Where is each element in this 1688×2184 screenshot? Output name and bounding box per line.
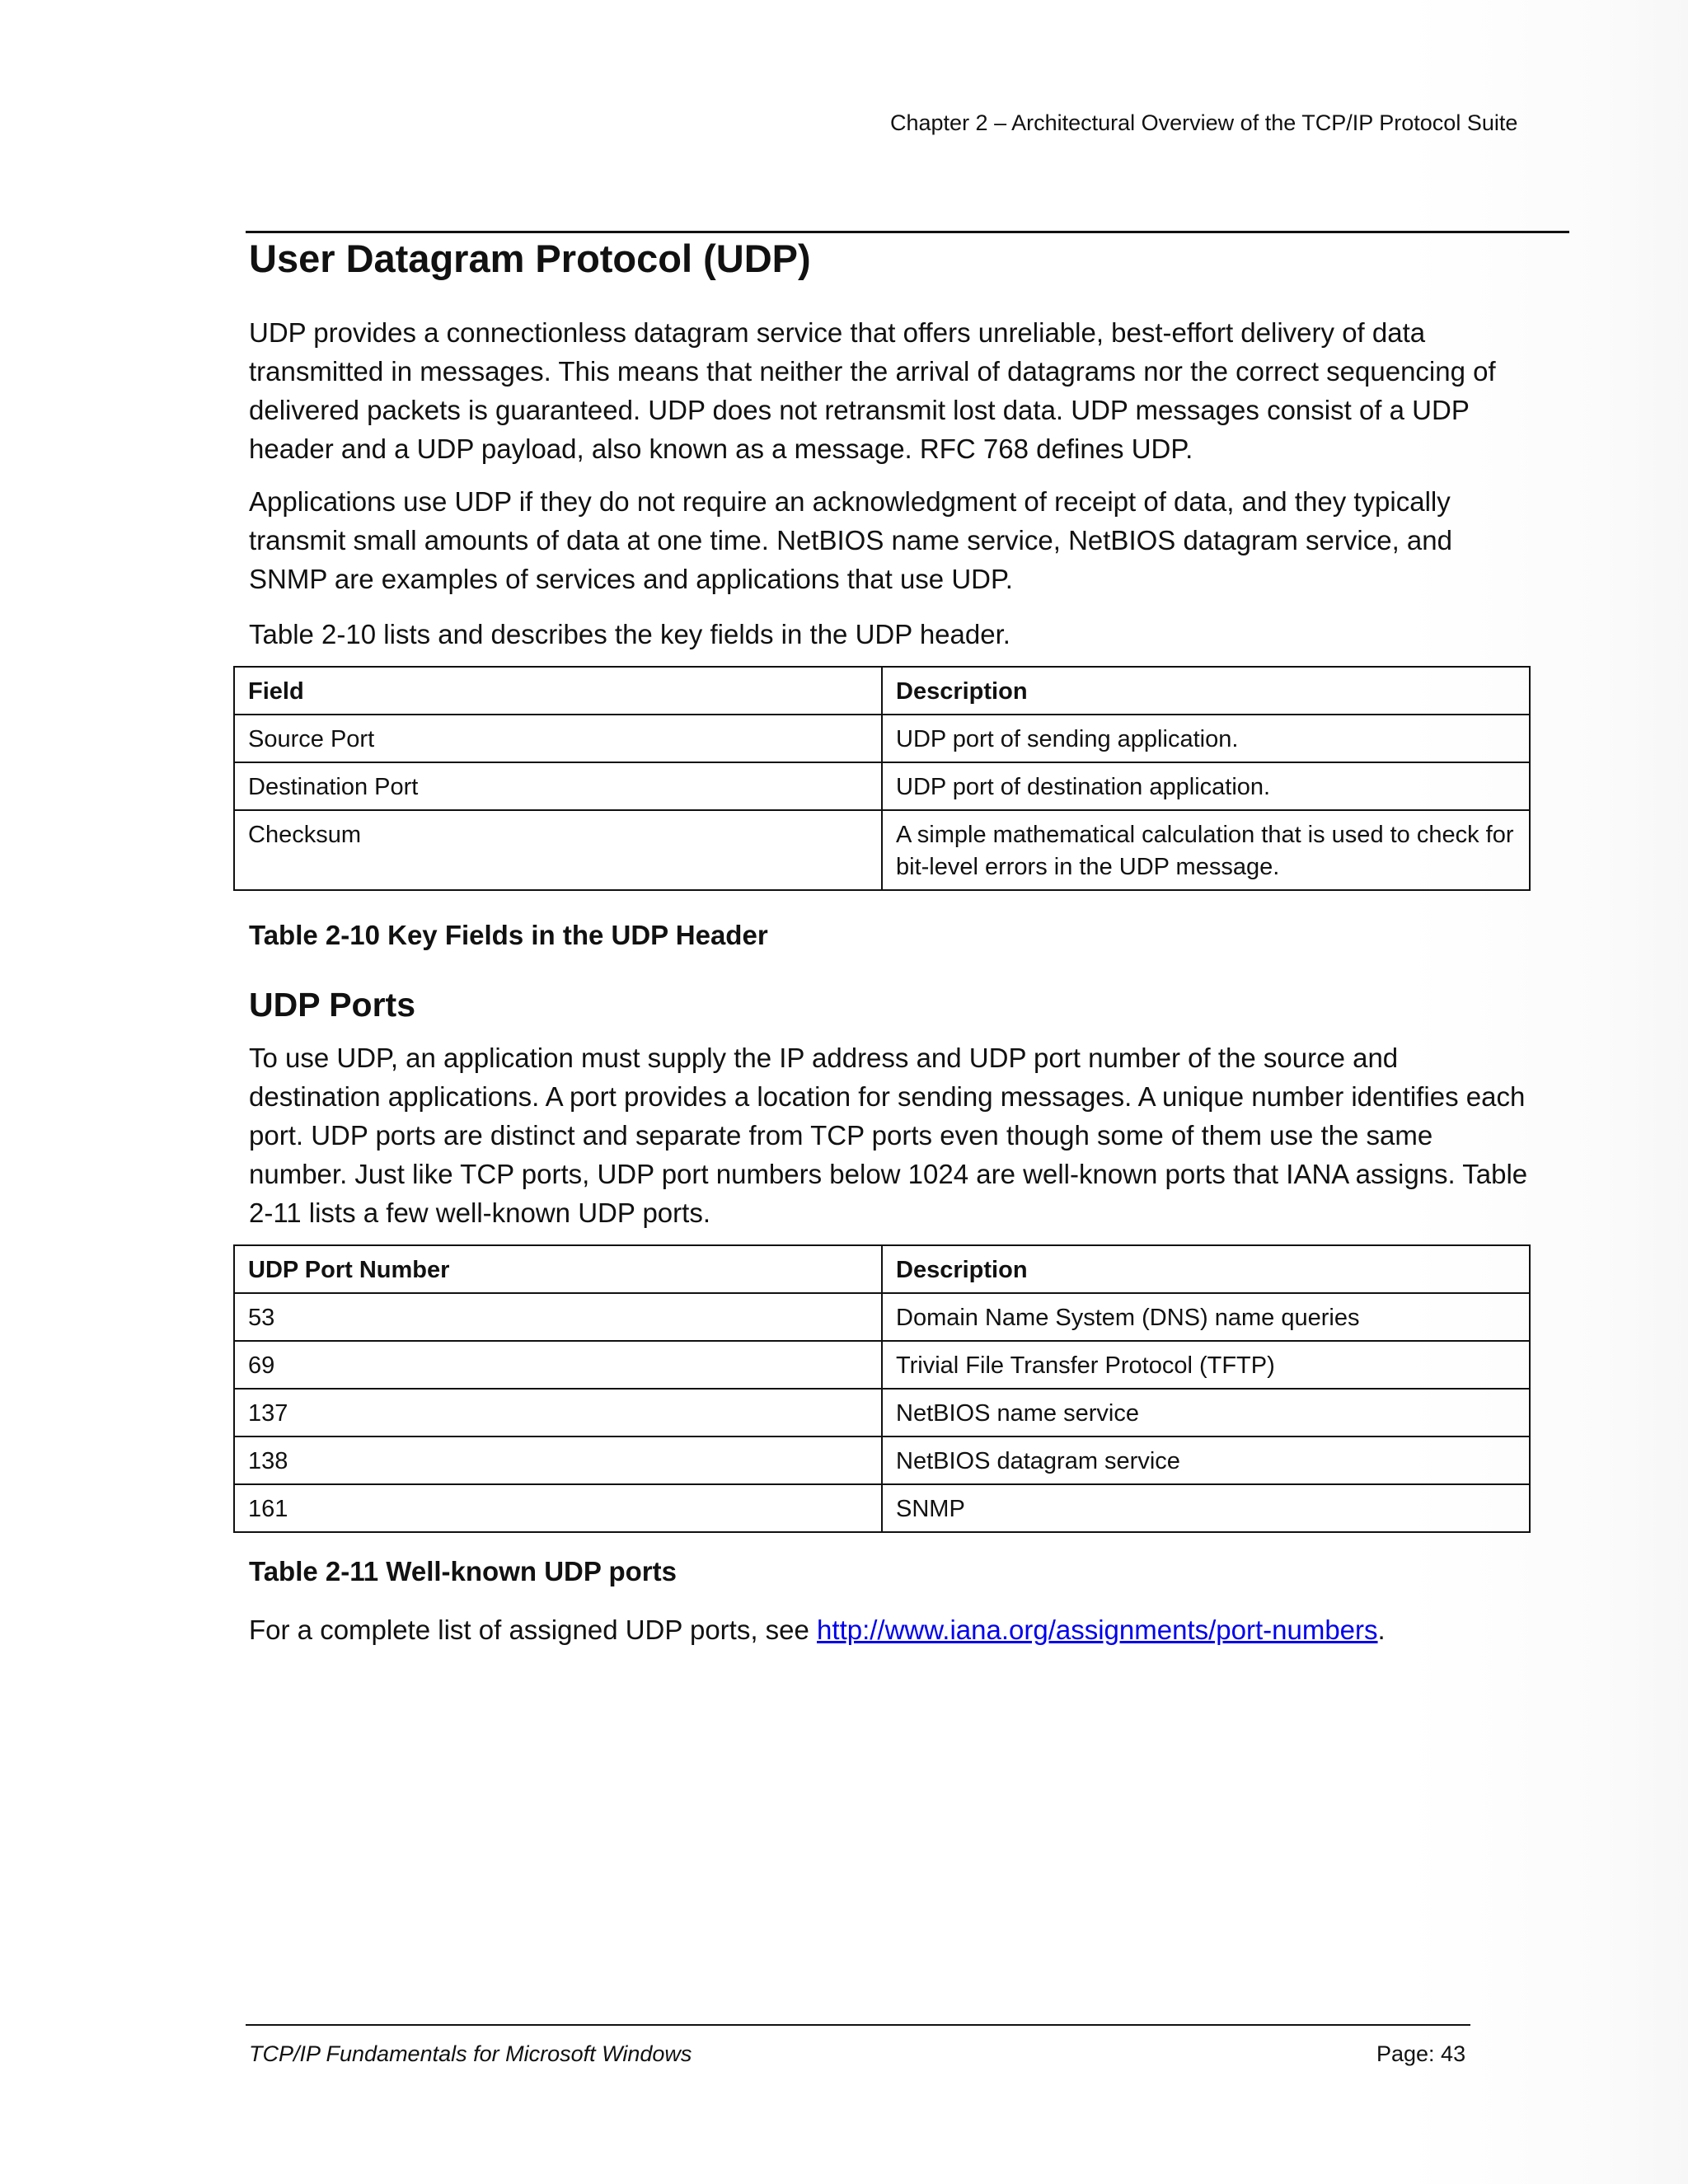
table-cell: NetBIOS datagram service [882,1436,1530,1484]
table-header-row [234,1245,1530,1293]
table-cell: Checksum [234,810,882,890]
closing-period: . [1377,1615,1386,1645]
table-cell: Source Port [234,715,882,762]
udp-header-fields-table [233,666,1531,891]
footer-book-title: TCP/IP Fundamentals for Microsoft Windows [249,2041,692,2066]
table-cell: Destination Port [234,762,882,810]
table-cell: SNMP [882,1484,1530,1532]
closing-text: For a complete list of assigned UDP ports, see [249,1615,818,1645]
footer-rule [246,2024,1470,2026]
subsection-title: UDP Ports [249,986,416,1024]
table-cell: 137 [234,1389,882,1436]
paragraph-udp-intro: UDP provides a connectionless datagram service that offers unreliable, best-effort delivery of data transmitted in messages. This means that neither the arrival of datagrams nor the correct sequencing of delivered packets is guaranteed. UDP does not retransmit lost data. UDP messages consist of a UDP header and a UDP payload, also known as a message. RFC 768 defines UDP. [249,317,1496,464]
table-cell: UDP port of sending application. [882,715,1530,762]
table-cell: 161 [234,1484,882,1532]
paragraph-table-intro: Table 2-10 lists and describes the key fields in the UDP header. [249,619,1010,649]
table-row [234,1484,1530,1532]
paragraph-udp-applications: Applications use UDP if they do not require an acknowledgment of receipt of data, and they typically transmit small amounts of data at one time. NetBIOS name service, NetBIOS datagram service, and SNMP are examples of services and applications that use UDP. [249,486,1452,594]
table-caption: Table 2-11 Well-known UDP ports [249,1556,677,1586]
table-cell: 138 [234,1436,882,1484]
section-title: User Datagram Protocol (UDP) [249,237,811,280]
running-header: Chapter 2 – Architectural Overview of the TCP/IP Protocol Suite [890,110,1518,135]
table-header-cell: Field [234,667,882,715]
well-known-udp-ports-table [233,1244,1531,1533]
table-row [234,1341,1530,1389]
table-row [234,1389,1530,1436]
table-header-cell: UDP Port Number [234,1245,882,1293]
table-cell: A simple mathematical calculation that is used to check for bit-level errors in the UDP message. [882,810,1530,890]
table-cell: Trivial File Transfer Protocol (TFTP) [882,1341,1530,1389]
table-row [234,1436,1530,1484]
footer-page-number: Page: 43 [1376,2041,1466,2066]
table-cell: 69 [234,1341,882,1389]
table-cell: NetBIOS name service [882,1389,1530,1436]
table-header-row [234,667,1530,715]
table-header-cell: Description [882,667,1530,715]
table-cell: 53 [234,1293,882,1341]
table-cell: UDP port of destination application. [882,762,1530,810]
table-row [234,810,1530,890]
paragraph-closing [249,1610,1535,1649]
paragraph-udp-ports: To use UDP, an application must supply the IP address and UDP port number of the source and destination applications. A port provides a location for sending messages. A unique number identifies each port. UDP ports are distinct and separate from TCP ports even though some of them use the same number. Just like TCP ports, UDP port numbers below 1024 are well-known ports that IANA assigns. Table 2-11 lists a few well-known UDP ports. [249,1043,1528,1228]
table-row [234,715,1530,762]
table-row [234,1293,1530,1341]
table-cell: Domain Name System (DNS) name queries [882,1293,1530,1341]
header-rule [246,231,1569,233]
table-header-cell: Description [882,1245,1530,1293]
table-row [234,762,1530,810]
iana-port-numbers-link[interactable]: http://www.iana.org/assignments/port-numbers [817,1615,1378,1645]
table-caption: Table 2-10 Key Fields in the UDP Header [249,920,768,950]
